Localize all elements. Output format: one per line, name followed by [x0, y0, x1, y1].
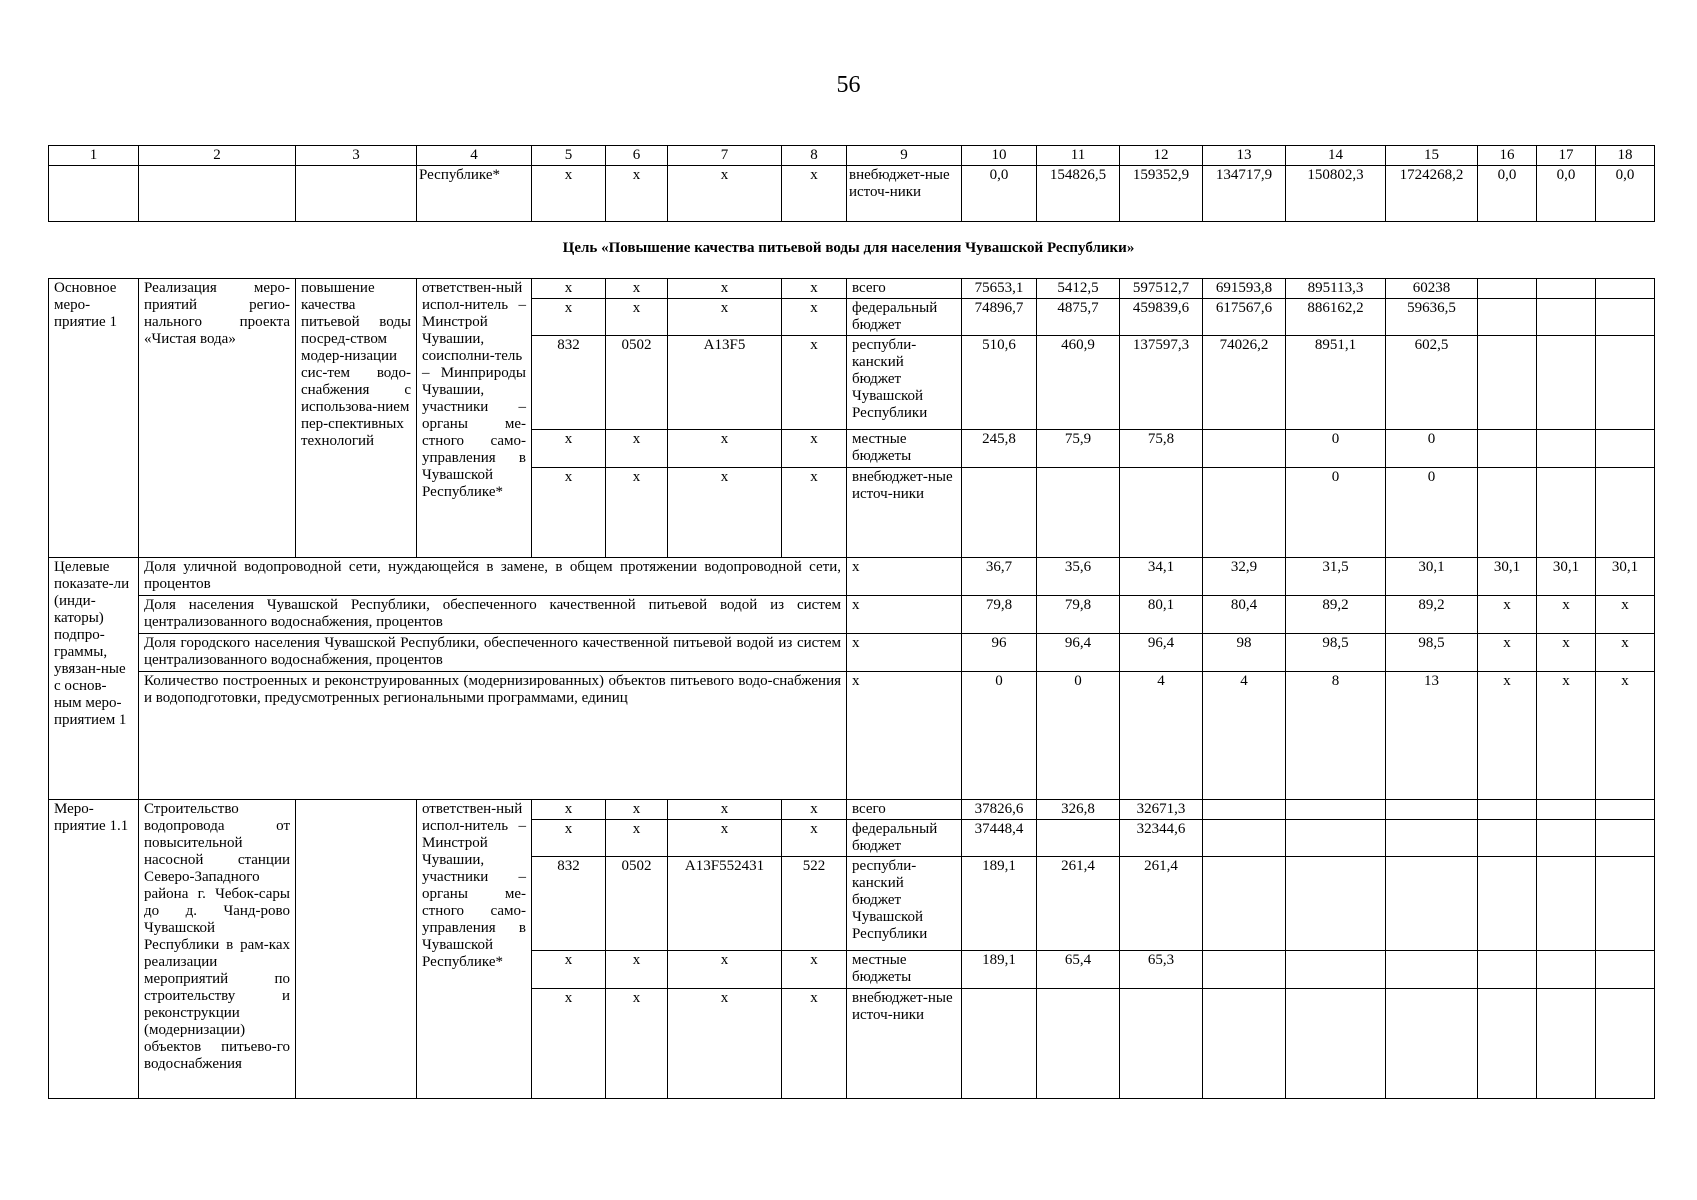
value-cell [1537, 299, 1596, 336]
responsible-executor: ответствен-ный испол-нитель – Минстрой Чувашии, участники – органы ме-стного само-управления в Чувашской Республике* [417, 800, 532, 1099]
value-cell: 0 [1386, 430, 1478, 468]
code-cell: х [606, 820, 668, 857]
continuation-row [49, 166, 1655, 222]
code-cell: х [532, 989, 606, 1099]
value-cell [1596, 299, 1655, 336]
value-cell [1478, 951, 1537, 989]
value-cell [1203, 857, 1286, 951]
resp-cell: Республике* [417, 166, 532, 222]
value-cell: 597512,7 [1120, 279, 1203, 299]
value-cell [1478, 857, 1537, 951]
indicator-text: Доля населения Чувашской Республики, обеспеченного качественной питьевой водой из систем централизованного водоснабжения, процентов [139, 596, 847, 634]
target-indicator-row [49, 596, 1655, 634]
value-cell [1478, 279, 1537, 299]
col-number: 4 [417, 146, 532, 166]
code-cell: 832 [532, 336, 606, 430]
code-cell: х [782, 336, 847, 430]
value-cell [1537, 820, 1596, 857]
code-cell: х [668, 800, 782, 820]
value-cell: 37448,4 [962, 820, 1037, 857]
code-cell: 0502 [606, 336, 668, 430]
value-cell: х [1537, 672, 1596, 800]
code-cell: х [668, 299, 782, 336]
value-cell [1478, 800, 1537, 820]
col-number: 17 [1537, 146, 1596, 166]
value-cell: 65,3 [1120, 951, 1203, 989]
funding-row [49, 800, 1655, 820]
col-number: 9 [847, 146, 962, 166]
code-cell: х [532, 299, 606, 336]
value-cell [1478, 468, 1537, 558]
value-cell: 30,1 [1386, 558, 1478, 596]
value-cell [1596, 857, 1655, 951]
value-cell [1203, 820, 1286, 857]
value-cell [1203, 430, 1286, 468]
value-cell [1596, 336, 1655, 430]
indicator-unit: х [847, 634, 962, 672]
code-cell: х [782, 468, 847, 558]
value-cell: 32671,3 [1120, 800, 1203, 820]
value-cell: х [1596, 596, 1655, 634]
value-cell: х [1537, 596, 1596, 634]
code-cell: х [668, 820, 782, 857]
col-number: 10 [962, 146, 1037, 166]
value-cell: 4875,7 [1037, 299, 1120, 336]
value-cell: 159352,9 [1120, 166, 1203, 222]
value-cell [1596, 989, 1655, 1099]
activity-goal: повышение качества питьевой воды посред-ством модер-низации сис-тем водо-снабжения с использова-нием пер-спективных технологий [296, 279, 417, 558]
value-cell [1286, 800, 1386, 820]
target-indicator-row [49, 558, 1655, 596]
value-cell: 459839,6 [1120, 299, 1203, 336]
value-cell: 75,9 [1037, 430, 1120, 468]
code-cell: х [606, 299, 668, 336]
value-cell [1596, 430, 1655, 468]
value-cell [1386, 951, 1478, 989]
value-cell [1037, 820, 1120, 857]
value-cell: 150802,3 [1286, 166, 1386, 222]
activity-name: Реализация меро-приятий регио-нального проекта «Чистая вода» [139, 279, 296, 558]
code-cell: 522 [782, 857, 847, 951]
value-cell: 31,5 [1286, 558, 1386, 596]
code-cell: х [668, 989, 782, 1099]
code-cell: х [532, 166, 606, 222]
value-cell: 0 [1386, 468, 1478, 558]
value-cell: 0,0 [962, 166, 1037, 222]
value-cell: 60238 [1386, 279, 1478, 299]
value-cell [962, 989, 1037, 1099]
value-cell: х [1596, 634, 1655, 672]
value-cell [1203, 468, 1286, 558]
code-cell: 832 [532, 857, 606, 951]
col-number: 13 [1203, 146, 1286, 166]
value-cell: 30,1 [1596, 558, 1655, 596]
value-cell [1120, 989, 1203, 1099]
responsible-executor: ответствен-ный испол-нитель – Минстрой Чувашии, соисполни-тель – Минприроды Чувашии, участники – органы ме-стного само-управления в Чувашской Республике* [417, 279, 532, 558]
value-cell: 0,0 [1596, 166, 1655, 222]
funding-source: федеральный бюджет [847, 299, 962, 336]
col-number: 8 [782, 146, 847, 166]
value-cell: х [1478, 634, 1537, 672]
value-cell [1537, 989, 1596, 1099]
value-cell: 895113,3 [1286, 279, 1386, 299]
col-number: 2 [139, 146, 296, 166]
value-cell: х [1478, 672, 1537, 800]
value-cell [1537, 279, 1596, 299]
funding-source: федеральный бюджет [847, 820, 962, 857]
funding-source: всего [847, 800, 962, 820]
value-cell: 8951,1 [1286, 336, 1386, 430]
funding-source: республи-канский бюджет Чувашской Республики [847, 336, 962, 430]
value-cell: 617567,6 [1203, 299, 1286, 336]
value-cell: 189,1 [962, 951, 1037, 989]
col-number: 14 [1286, 146, 1386, 166]
value-cell: 98,5 [1286, 634, 1386, 672]
value-cell: 35,6 [1037, 558, 1120, 596]
value-cell: 74026,2 [1203, 336, 1286, 430]
code-cell: х [532, 800, 606, 820]
value-cell: 96 [962, 634, 1037, 672]
indicator-text: Количество построенных и реконструированных (модернизированных) объектов питьевого водо-снабжения и водоподготовки, предусмотренных региональными программами, единиц [139, 672, 847, 800]
indicator-text: Доля городского населения Чувашской Республики, обеспеченного качественной питьевой водой из систем централизованного водоснабжения, процентов [139, 634, 847, 672]
value-cell: 96,4 [1120, 634, 1203, 672]
indicator-unit: х [847, 672, 962, 800]
value-cell: 89,2 [1386, 596, 1478, 634]
code-cell: х [782, 989, 847, 1099]
value-cell: 32,9 [1203, 558, 1286, 596]
code-cell: х [532, 820, 606, 857]
col-number: 7 [668, 146, 782, 166]
value-cell: 13 [1386, 672, 1478, 800]
activity-goal [296, 800, 417, 1099]
value-cell [1037, 989, 1120, 1099]
value-cell [1596, 279, 1655, 299]
value-cell: 261,4 [1120, 857, 1203, 951]
activity-label: Меро-приятие 1.1 [49, 800, 139, 1099]
value-cell [1286, 820, 1386, 857]
code-cell: х [668, 430, 782, 468]
col-number: 1 [49, 146, 139, 166]
goal-title: Цель «Повышение качества питьевой воды для населения Чувашской Республики» [562, 240, 1135, 256]
code-cell: A13F552431 [668, 857, 782, 951]
value-cell: 30,1 [1537, 558, 1596, 596]
code-cell: х [668, 166, 782, 222]
value-cell [1596, 820, 1655, 857]
value-cell: 36,7 [962, 558, 1037, 596]
value-cell: 75653,1 [962, 279, 1037, 299]
funding-source: всего [847, 279, 962, 299]
value-cell: 886162,2 [1286, 299, 1386, 336]
value-cell: 80,1 [1120, 596, 1203, 634]
indicator-unit: х [847, 596, 962, 634]
code-cell: х [782, 820, 847, 857]
value-cell: 510,6 [962, 336, 1037, 430]
value-cell [1386, 800, 1478, 820]
value-cell: 79,8 [962, 596, 1037, 634]
value-cell: 80,4 [1203, 596, 1286, 634]
value-cell [1478, 299, 1537, 336]
indicator-unit: х [847, 558, 962, 596]
code-cell: х [532, 279, 606, 299]
funding-row [49, 279, 1655, 299]
value-cell: 32344,6 [1120, 820, 1203, 857]
activity-name: Строительство водопровода от повысительной насосной станции Северо-Западного района г. Чебок-сары до д. Чанд-рово Чувашской Республики в рам-ках реализации мероприятий по строительству и реконструкции (модернизации) объектов питьево-го водоснабжения [139, 800, 296, 1099]
value-cell [1120, 468, 1203, 558]
page-number: 56 [836, 72, 861, 98]
code-cell: х [782, 279, 847, 299]
value-cell: 75,8 [1120, 430, 1203, 468]
value-cell [1037, 468, 1120, 558]
value-cell: 30,1 [1478, 558, 1537, 596]
value-cell: 34,1 [1120, 558, 1203, 596]
value-cell: 245,8 [962, 430, 1037, 468]
funding-source: внебюджет-ные источ-ники [847, 468, 962, 558]
code-cell: х [532, 468, 606, 558]
col-number: 15 [1386, 146, 1478, 166]
code-cell: х [782, 430, 847, 468]
value-cell: 8 [1286, 672, 1386, 800]
code-cell: х [606, 430, 668, 468]
value-cell [1386, 820, 1478, 857]
value-cell [1203, 989, 1286, 1099]
value-cell [1537, 336, 1596, 430]
col-number: 16 [1478, 146, 1537, 166]
value-cell: 37826,6 [962, 800, 1037, 820]
value-cell [1286, 951, 1386, 989]
value-cell [1386, 989, 1478, 1099]
value-cell: 0 [962, 672, 1037, 800]
value-cell [1286, 857, 1386, 951]
funding-source: внебюджет-ные источ-ники [847, 989, 962, 1099]
value-cell: х [1478, 596, 1537, 634]
code-cell: х [606, 166, 668, 222]
value-cell: 0 [1286, 468, 1386, 558]
value-cell: 4 [1203, 672, 1286, 800]
value-cell: 96,4 [1037, 634, 1120, 672]
value-cell: 0,0 [1537, 166, 1596, 222]
value-cell: 98 [1203, 634, 1286, 672]
indicator-text: Доля уличной водопроводной сети, нуждающейся в замене, в общем протяжении водопроводной сети, процентов [139, 558, 847, 596]
value-cell [1478, 430, 1537, 468]
value-cell: 0,0 [1478, 166, 1537, 222]
value-cell: 460,9 [1037, 336, 1120, 430]
value-cell [1203, 951, 1286, 989]
value-cell: 4 [1120, 672, 1203, 800]
target-indicator-row [49, 634, 1655, 672]
col-number: 12 [1120, 146, 1203, 166]
code-cell: х [782, 166, 847, 222]
funding-source: местные бюджеты [847, 430, 962, 468]
value-cell [1478, 820, 1537, 857]
value-cell: 1724268,2 [1386, 166, 1478, 222]
value-cell [1203, 800, 1286, 820]
value-cell [1286, 989, 1386, 1099]
code-cell: х [606, 951, 668, 989]
funding-source: республи-канский бюджет Чувашской Республики [847, 857, 962, 951]
value-cell: 134717,9 [1203, 166, 1286, 222]
value-cell: 326,8 [1037, 800, 1120, 820]
value-cell: 74896,7 [962, 299, 1037, 336]
code-cell: х [606, 989, 668, 1099]
column-number-row [49, 146, 1655, 166]
code-cell: х [532, 430, 606, 468]
value-cell: 189,1 [962, 857, 1037, 951]
code-cell: х [606, 279, 668, 299]
code-cell: х [668, 951, 782, 989]
value-cell: 79,8 [1037, 596, 1120, 634]
col-number: 11 [1037, 146, 1120, 166]
col-number: 5 [532, 146, 606, 166]
code-cell: х [606, 468, 668, 558]
col-number: 6 [606, 146, 668, 166]
col-number: 3 [296, 146, 417, 166]
code-cell: х [668, 468, 782, 558]
value-cell [1537, 430, 1596, 468]
targets-label: Целевые показате-ли (инди-каторы) подпро-граммы, увязан-ные с основ-ным меро-приятием 1 [49, 558, 139, 800]
header-table [48, 145, 1655, 222]
program-table [48, 278, 1655, 1099]
code-cell: х [782, 800, 847, 820]
value-cell: 691593,8 [1203, 279, 1286, 299]
value-cell [1596, 468, 1655, 558]
code-cell: х [606, 800, 668, 820]
source-cell: внебюджет-ные источ-ники [847, 166, 962, 222]
value-cell: 59636,5 [1386, 299, 1478, 336]
value-cell [1596, 951, 1655, 989]
target-indicator-row [49, 672, 1655, 800]
code-cell: 0502 [606, 857, 668, 951]
value-cell: х [1596, 672, 1655, 800]
value-cell [1537, 468, 1596, 558]
value-cell: 137597,3 [1120, 336, 1203, 430]
col-number: 18 [1596, 146, 1655, 166]
funding-source: местные бюджеты [847, 951, 962, 989]
code-cell: х [782, 951, 847, 989]
value-cell [1537, 857, 1596, 951]
value-cell: 261,4 [1037, 857, 1120, 951]
value-cell: 89,2 [1286, 596, 1386, 634]
value-cell: х [1537, 634, 1596, 672]
value-cell: 65,4 [1037, 951, 1120, 989]
value-cell [1386, 857, 1478, 951]
value-cell [1478, 336, 1537, 430]
value-cell: 98,5 [1386, 634, 1478, 672]
value-cell: 0 [1037, 672, 1120, 800]
value-cell [1478, 989, 1537, 1099]
value-cell [1596, 800, 1655, 820]
value-cell: 5412,5 [1037, 279, 1120, 299]
value-cell [1537, 951, 1596, 989]
code-cell: х [668, 279, 782, 299]
value-cell: 154826,5 [1037, 166, 1120, 222]
value-cell [962, 468, 1037, 558]
value-cell: 0 [1286, 430, 1386, 468]
code-cell: х [532, 951, 606, 989]
value-cell [1537, 800, 1596, 820]
activity-label: Основное меро-приятие 1 [49, 279, 139, 558]
code-cell: х [782, 299, 847, 336]
value-cell: 602,5 [1386, 336, 1478, 430]
code-cell: A13F5 [668, 336, 782, 430]
